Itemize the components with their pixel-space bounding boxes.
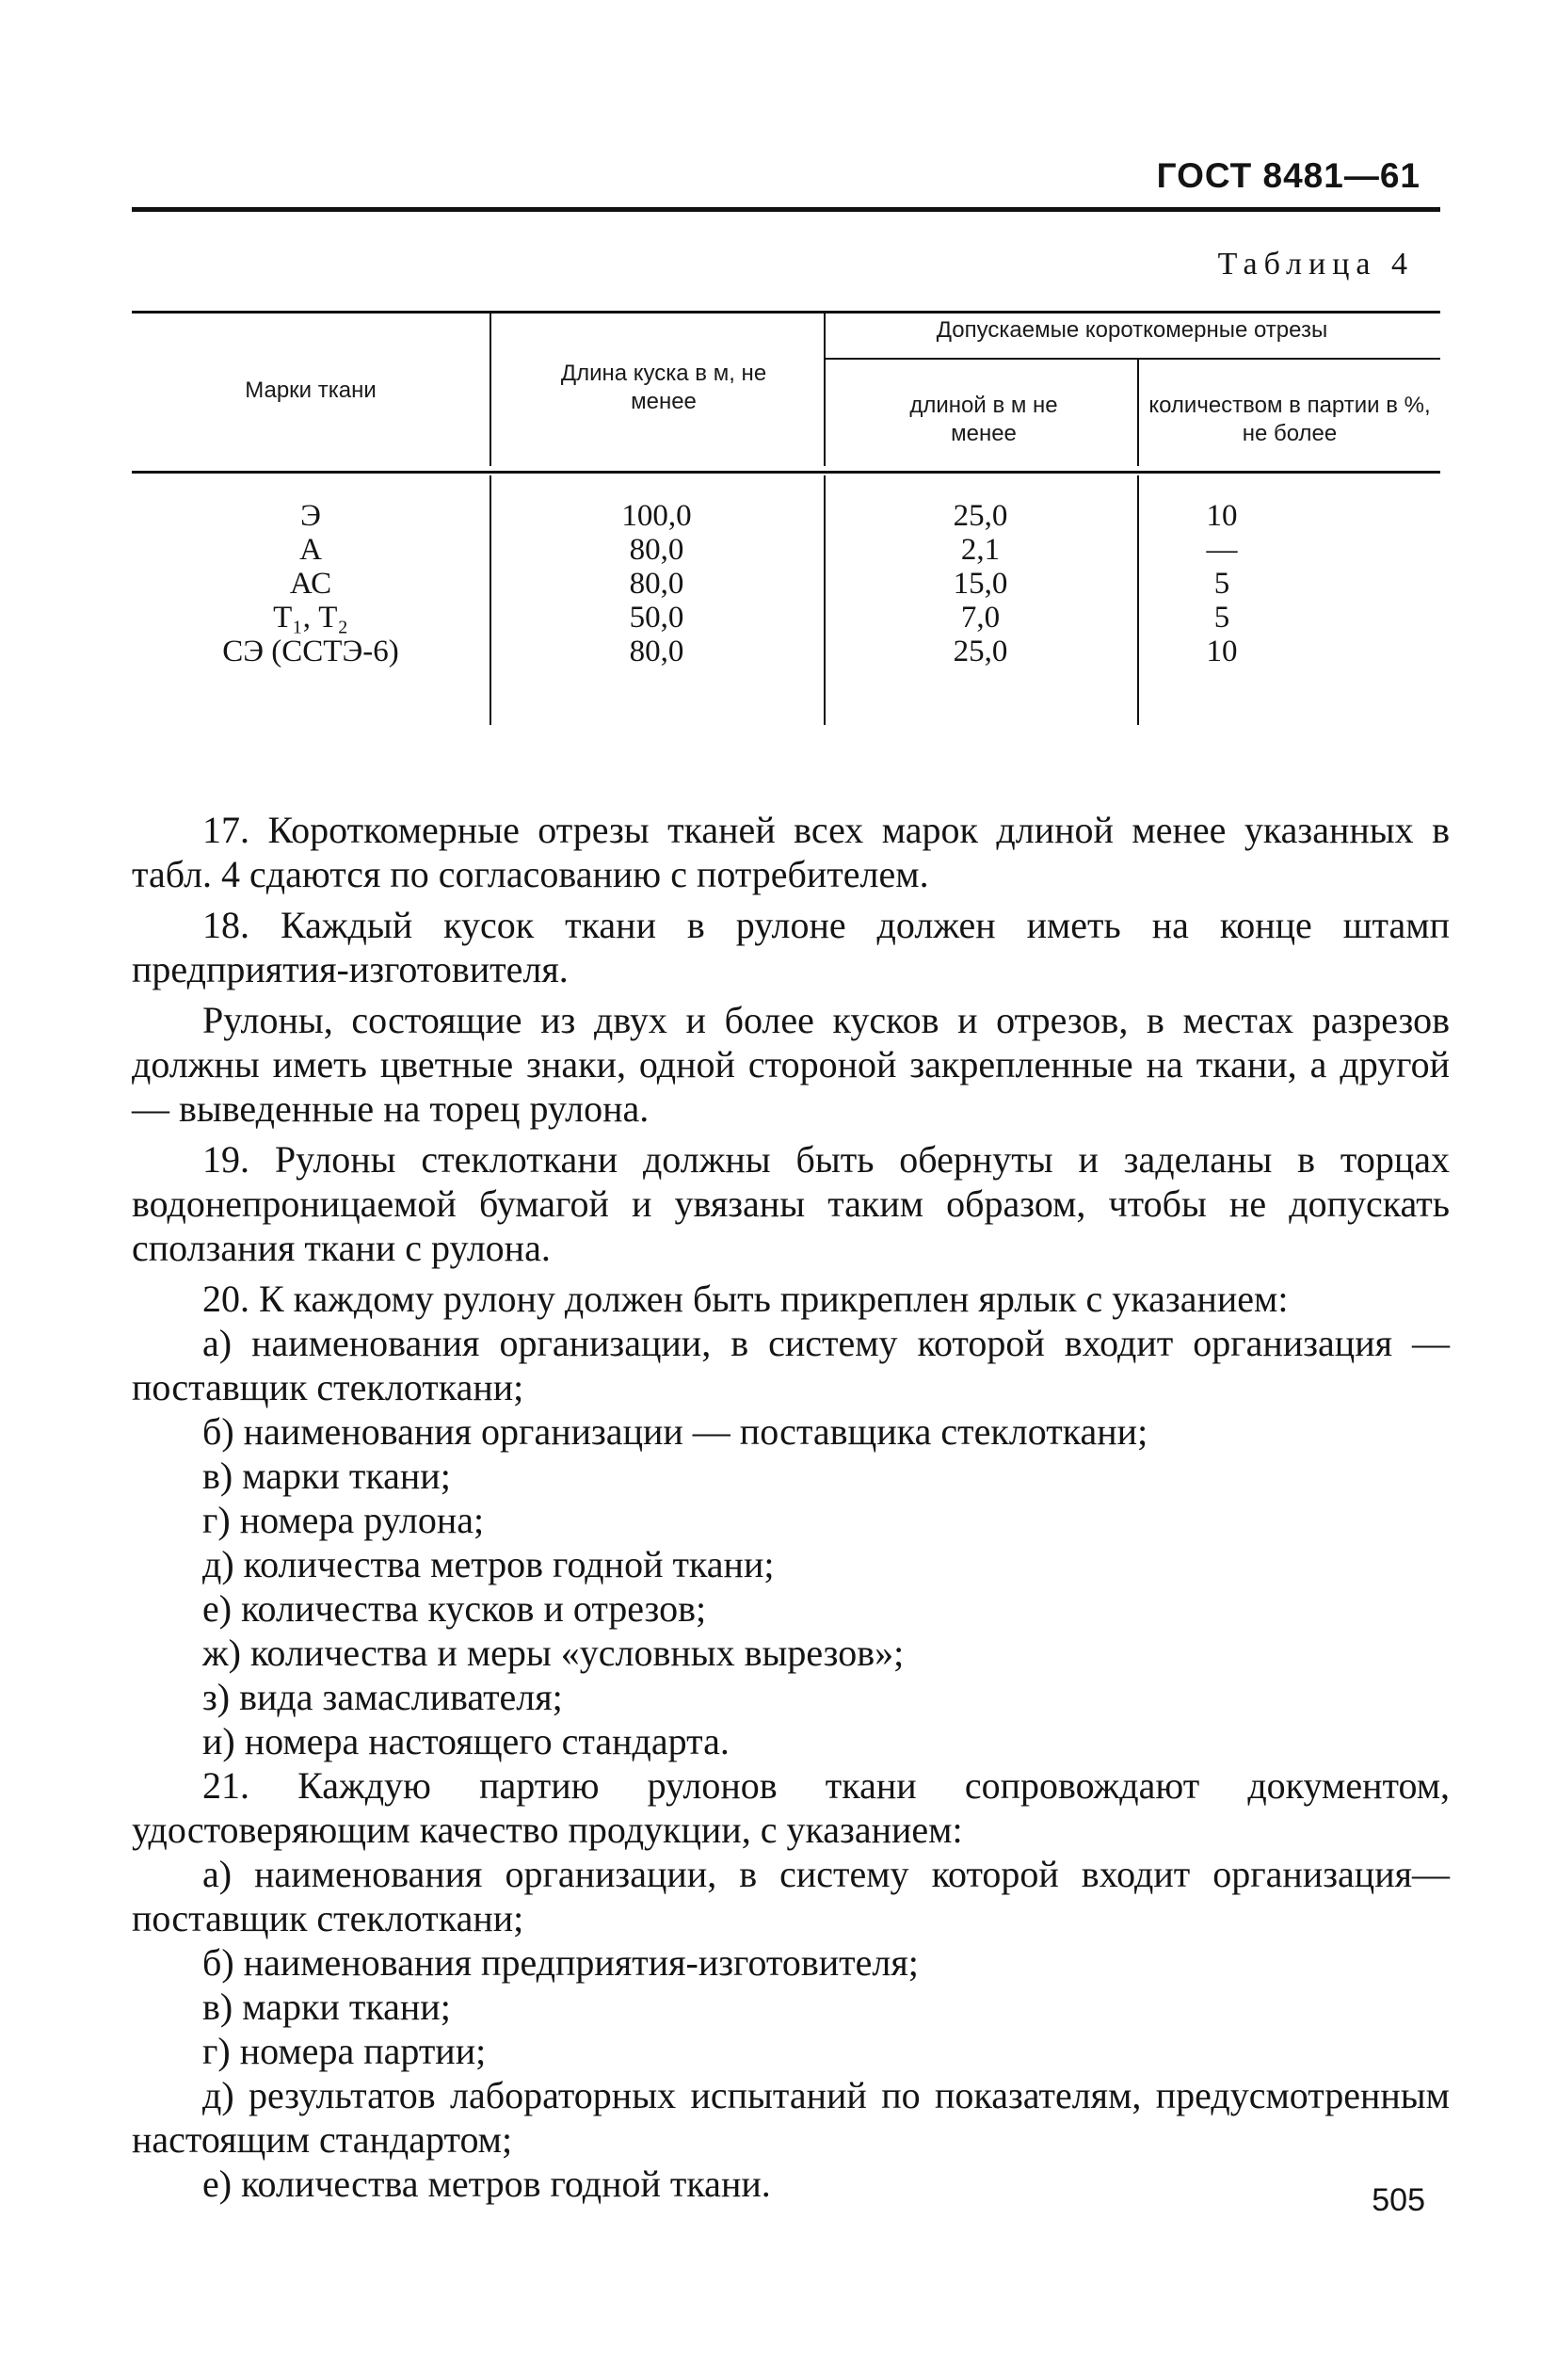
col-cut-quantity [1137, 499, 1307, 668]
cell-length: 80,0 [629, 533, 684, 567]
list-item: в) марки ткани; [202, 1455, 451, 1497]
header-grade: Марки ткани [245, 378, 377, 403]
table-header-divider [132, 471, 1440, 474]
list-item: ж) количества и меры «условных вырезов»; [202, 1632, 905, 1674]
paragraph-20-list [132, 1321, 1450, 1763]
list-item: е) количества метров годной ткани. [202, 2163, 771, 2205]
cell-cut-quantity: 10 [1206, 635, 1238, 668]
list-item: а) наименования организации, в систему которой входит организация—поставщик стеклоткани; [132, 1853, 1450, 1939]
cell-cut-length: 2,1 [960, 533, 1001, 567]
cell-grade: А [299, 533, 322, 567]
table-top-rule [132, 311, 1440, 314]
col-cut-length [824, 499, 1137, 668]
table-4 [132, 311, 1440, 725]
list-item: д) количества метров годной ткани; [202, 1543, 775, 1585]
paragraph-21-list [132, 1852, 1450, 2206]
header-cut-length: длиной в м не менее [909, 393, 1058, 446]
cell-cut-quantity: 10 [1206, 499, 1238, 533]
list-item: в) марки ткани; [202, 1986, 451, 2028]
col-length [490, 499, 824, 668]
table-caption: Таблица 4 [1217, 247, 1414, 281]
cell-grade: Т₁, Т₂ [273, 601, 348, 635]
cell-grade: СЭ (ССТЭ-6) [222, 635, 399, 668]
cell-length: 80,0 [629, 567, 684, 601]
cell-cut-length: 25,0 [953, 635, 1008, 668]
cell-length: 80,0 [629, 635, 684, 668]
list-item: б) наименования предприятия-изготовителя; [202, 1941, 919, 1984]
paragraph-20: 20. К каждому рулону должен быть прикреплен ярлык с указанием: [202, 1278, 1289, 1320]
paragraph-19: 19. Рулоны стеклоткани должны быть обернуты и заделаны в торцах водонепроницаемой бумагой и увязаны таким образом, чтобы не допускать сползания ткани с рулона. [132, 1138, 1450, 1269]
list-item: б) наименования организации — поставщика стеклоткани; [202, 1410, 1148, 1453]
header-rule [132, 207, 1440, 212]
page-number: 505 [1372, 2182, 1425, 2218]
list-item: е) количества кусков и отрезов; [202, 1587, 707, 1630]
list-item: з) вида замасливателя; [202, 1676, 563, 1718]
cell-cut-length: 15,0 [953, 567, 1008, 601]
list-item: г) номера рулона; [202, 1499, 485, 1541]
table-col-divider-3 [1137, 358, 1139, 466]
cell-length: 100,0 [621, 499, 692, 533]
header-allowed-cuts: Допускаемые короткомерные отрезы [936, 317, 1328, 343]
table-col-divider-1 [490, 311, 491, 466]
paragraph-17: 17. Короткомерные отрезы тканей всех марок длиной менее указанных в табл. 4 сдаются по согласованию с потребителем. [132, 809, 1450, 895]
cell-cut-length: 25,0 [953, 499, 1008, 533]
cell-cut-length: 7,0 [960, 601, 1001, 635]
list-item: д) результатов лабораторных испытаний по показателям, предусмотренным настоящим стандартом; [132, 2074, 1450, 2161]
list-item: г) номера партии; [202, 2030, 487, 2072]
col-grade [132, 499, 490, 668]
cell-length: 50,0 [629, 601, 684, 635]
cell-cut-quantity: 5 [1213, 567, 1230, 601]
paragraph-21: 21. Каждую партию рулонов ткани сопровождают документом, удостоверяющим качество продукции, с указанием: [132, 1764, 1450, 1851]
cell-cut-quantity: — [1206, 533, 1238, 567]
header-cut-quantity: количеством в партии в %, не более [1148, 393, 1431, 446]
cell-cut-quantity: 5 [1213, 601, 1230, 635]
list-item: и) номера настоящего стандарта. [202, 1720, 730, 1762]
cell-grade: АС [289, 567, 332, 601]
list-item: а) наименования организации, в систему которой входит организация — поставщик стеклоткани; [132, 1322, 1450, 1408]
paragraph-18-continued: Рулоны, состоящие из двух и более кусков и отрезов, в местах разрезов должны иметь цветные знаки, одной стороной закрепленные на ткани, а другой — выведенные на торец рулона. [132, 999, 1450, 1130]
table-subheader-rule [824, 358, 1440, 360]
body-text [132, 808, 1450, 2206]
cell-grade: Э [300, 499, 321, 533]
header-length: Длина куска в м, не менее [560, 361, 767, 414]
standard-code: ГОСТ 8481—61 [1156, 156, 1421, 195]
paragraph-18: 18. Каждый кусок ткани в рулоне должен иметь на конце штамп предприятия-изготовителя. [132, 904, 1450, 990]
